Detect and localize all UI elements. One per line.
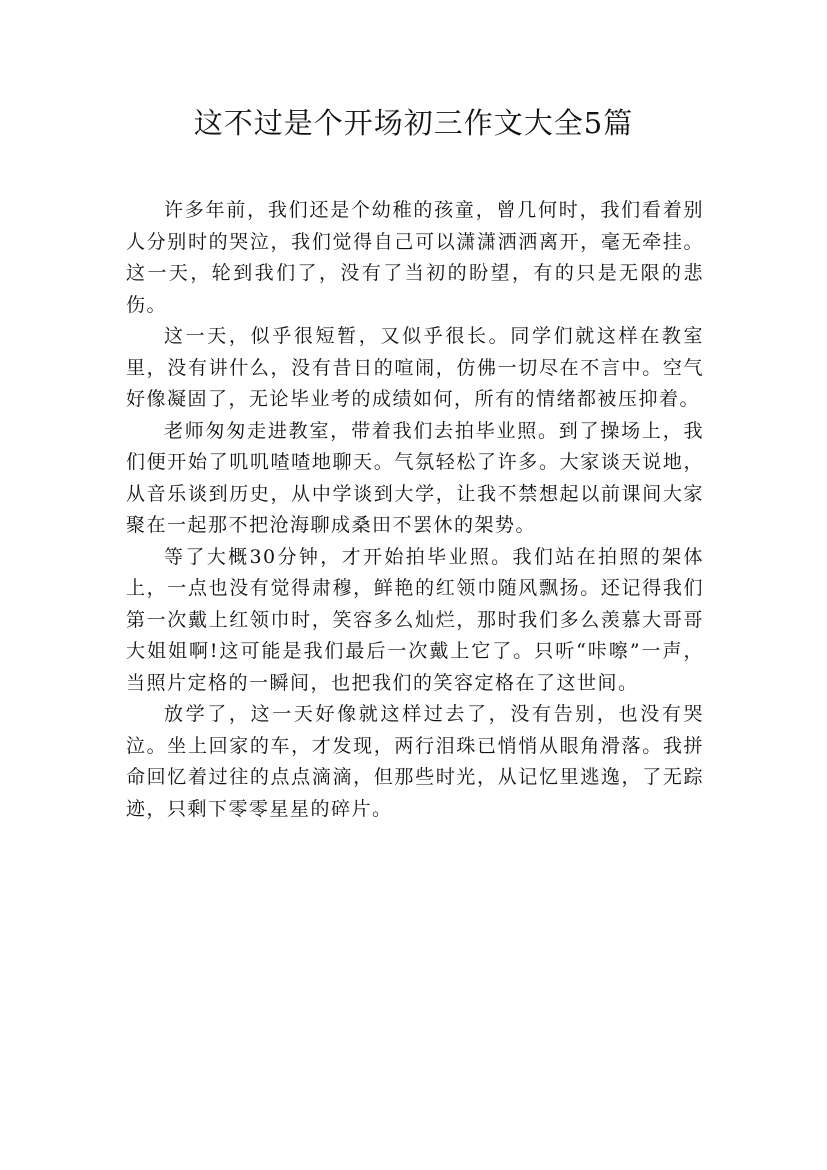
paragraph: 等了大概30分钟，才开始拍毕业照。我们站在拍照的架体上，一点也没有觉得肃穆，鲜艳的红领巾随风飘扬。还记得我们第一次戴上红领巾时，笑容多么灿烂，那时我们多么羡慕大哥哥大姐姐啊!这可能是我们最后一次戴上它了。只听“咔嚓”一声，当照片定格的一瞬间，也把我们的笑容定格在了这世间。 [126, 545, 704, 694]
paragraph: 许多年前，我们还是个幼稚的孩童，曾几何时，我们看着别人分别时的哭泣，我们觉得自己可以潇潇洒洒离开，毫无牵挂。这一天，轮到我们了，没有了当初的盼望，有的只是无限的悲伤。 [126, 199, 704, 316]
paragraph: 这一天，似乎很短暂，又似乎很长。同学们就这样在教室里，没有讲什么，没有昔日的喧闹，仿佛一切尽在不言中。空气好像凝固了，无论毕业考的成绩如何，所有的情绪都被压抑着。 [126, 325, 704, 410]
paragraph: 放学了，这一天好像就这样过去了，没有告别，也没有哭泣。坐上回家的车，才发现，两行泪珠已悄悄从眼角滑落。我拼命回忆着过往的点点滴滴，但那些时光，从记忆里逃逸，了无踪迹，只剩下零零星星的碎片。 [126, 703, 704, 820]
paragraph: 老师匆匆走进教室，带着我们去拍毕业照。到了操场上，我们便开始了叽叽喳喳地聊天。气氛轻松了许多。大家谈天说地，从音乐谈到历史，从中学谈到大学，让我不禁想起以前课间大家聚在一起那不把沧海聊成桑田不罢休的架势。 [126, 419, 704, 536]
document-title: 这不过是个开场初三作文大全5篇 [193, 106, 634, 140]
document-body [126, 195, 704, 825]
